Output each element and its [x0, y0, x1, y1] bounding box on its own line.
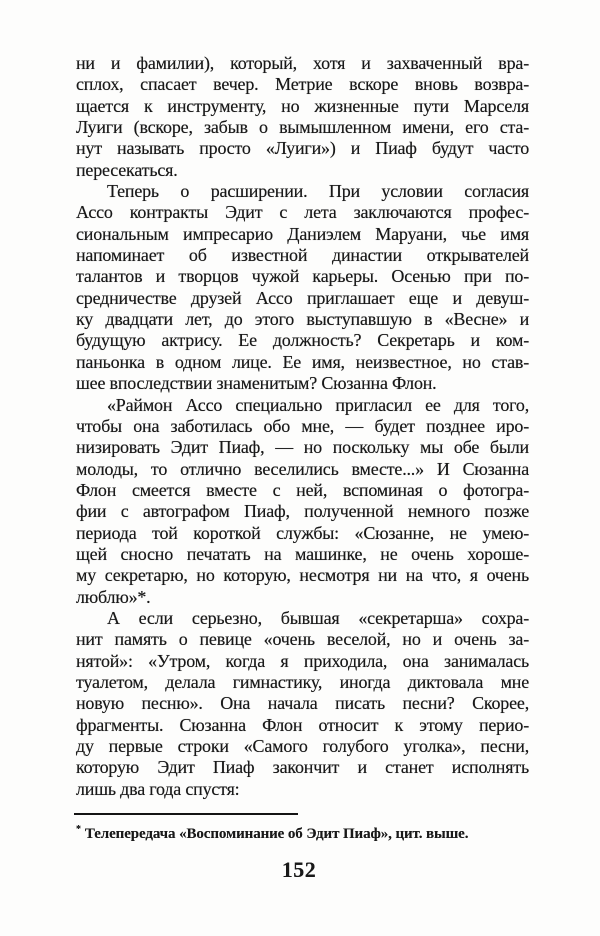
footnote — [76, 821, 529, 843]
text-line: му секретарю, но которую, несмотря ни на что, я очень — [76, 565, 529, 586]
text-line: паньонка в одном лице. Ее имя, неизвестное, но став- — [76, 351, 529, 372]
text-line: новую песню». Она начала писать песни? Скорее, — [76, 693, 529, 714]
footnote-divider — [74, 813, 298, 815]
text-line: туалетом, делала гимнастику, иногда диктовала мне — [76, 671, 529, 692]
text-line: Флон смеется вместе с ней, вспоминая о фотогра- — [76, 479, 529, 500]
text-line: ни и фамилии), который, хотя и захваченный вра- — [76, 53, 529, 73]
text-line: будущую актрису. Ее должность? Секретарь и ком- — [76, 330, 529, 351]
text-line: Луиги (вскоре, забыв о вымышленном имени, его ста- — [76, 117, 529, 138]
text-line: лишь два года спустя: — [76, 778, 240, 799]
text-line: которую Эдит Пиаф закончит и станет исполнять — [76, 757, 529, 778]
footnote-marker: * — [76, 824, 81, 835]
page-number: 152 — [281, 857, 317, 882]
text-line: ду первые строки «Самого голубого уголка», песни, — [76, 736, 529, 756]
text-line: щается к инструменту, но жизненные пути Марселя — [76, 95, 529, 116]
text-line: нут называть просто «Луиги») и Пиаф будут часто — [76, 138, 529, 159]
footnote-text: Телепередача «Воспоминание об Эдит Пиаф», цит. выше. — [84, 826, 469, 842]
text-line: чтобы она заботилась обо мне, — будет позднее иро- — [76, 415, 529, 436]
text-line: люблю»*. — [76, 586, 151, 607]
text-line: нятой»: «Утром, когда я приходила, она занималась — [76, 650, 529, 671]
page-text-block — [76, 53, 529, 800]
text-line: А если серьезно, бывшая «секретарша» сохра- — [107, 607, 529, 628]
text-line: периода той короткой службы: «Сюзанне, не умею- — [76, 522, 529, 543]
text-line: фии с автографом Пиаф, полученной немного позже — [76, 501, 529, 522]
text-line: ку двадцати лет, до этого выступавшую в «Весне» и — [76, 309, 529, 330]
text-line: средничестве друзей Ассо приглашает еще и девуш- — [76, 287, 529, 308]
text-line: Теперь о расширении. При условии согласия — [107, 181, 529, 202]
text-line: талантов и творцов чужой карьеры. Осенью при по- — [76, 266, 529, 287]
text-line: молоды, то отлично веселились вместе...» И Сюзанна — [76, 458, 529, 479]
text-line: «Раймон Ассо специально пригласил ее для того, — [107, 394, 529, 415]
text-line: сиональным импресарио Даниэлем Маруани, чье имя — [76, 223, 529, 244]
text-line: низировать Эдит Пиаф, — но поскольку мы обе были — [76, 437, 529, 458]
text-line: пересекаться. — [76, 159, 178, 180]
text-line: напоминает об известной династии открывателей — [76, 245, 529, 266]
text-line: сплох, спасает вечер. Метрие вскоре вновь возвра- — [76, 74, 529, 95]
text-line: шее впоследствии знаменитым? Сюзанна Флон. — [76, 373, 437, 394]
text-line: фрагменты. Сюзанна Флон относит к этому перио- — [76, 714, 529, 735]
text-line: щей сносно печатать на машинке, не очень хороше- — [76, 543, 529, 564]
text-line: нит память о певице «очень веселой, но и очень за- — [76, 629, 529, 650]
text-line: Ассо контракты Эдит с лета заключаются профес- — [76, 202, 529, 223]
